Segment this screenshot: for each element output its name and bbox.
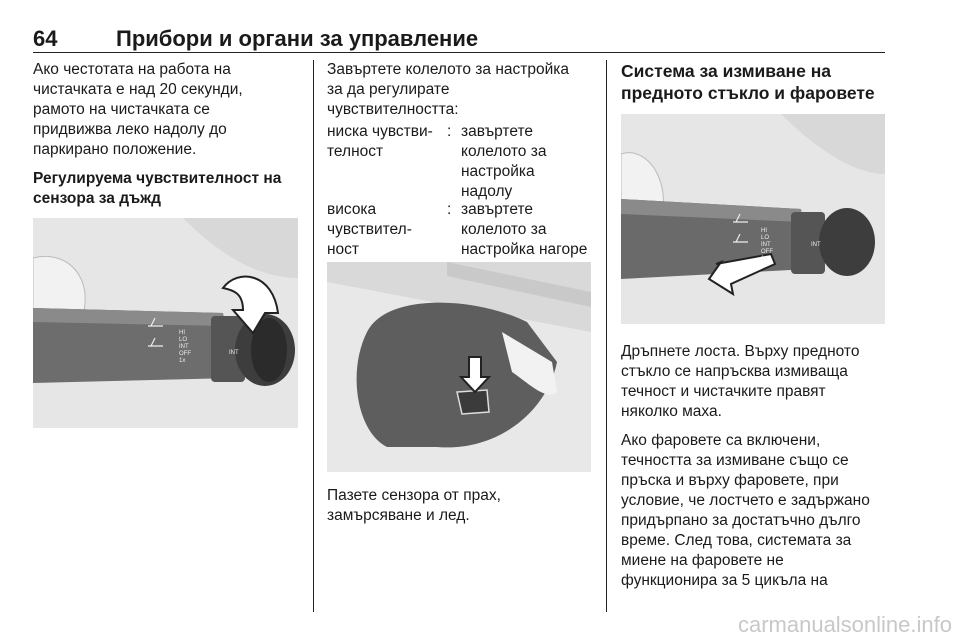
lever-label-1x: 1x <box>761 256 768 262</box>
rain-sensor-photo <box>327 262 591 472</box>
column-2 <box>327 60 597 129</box>
sensitivity-table <box>327 122 592 270</box>
column-2-caption <box>327 486 597 535</box>
watermark: carmanualsonline.info <box>737 612 952 637</box>
paragraph-wiper-park: Ако честотата на работа на чистачката е над 20 секунди, рамото на чистачката се придвижва леко надолу до паркирано положение. <box>33 61 243 158</box>
lever-label-hi: HI <box>179 330 185 336</box>
lever-label-lo: LO <box>179 337 188 343</box>
paragraph-pull-lever: Дръпнете лоста. Върху предното стъкло се напръсква измиваща течност и чистачките правят няколко маха. <box>621 343 860 420</box>
table-term: висока чувствител- ност <box>327 201 412 258</box>
lever-label-1x: 1x <box>179 358 186 364</box>
subheading-rain-sensor: Регулируема чувствителност на сензора за дъжд <box>33 170 282 207</box>
table-desc: завъртете колелото за настройка нагоре <box>461 201 588 258</box>
column-divider-2 <box>606 60 607 612</box>
column-divider-1 <box>313 60 314 612</box>
lever-label-int-ring: INT <box>811 242 821 248</box>
heading-washer-system: Система за измиване на предното стъкло и фаровете <box>621 61 875 103</box>
lever-label-int-ring: INT <box>229 350 239 356</box>
paragraph-headlamp-washer: Ако фаровете са включени, течността за измиване също се пръска и върху фаровете, при условие, че лостчето е задържано придърпано за достатъчно дълго време. След това, системата за миене на фаровете не функционира за 5 цикъла на <box>621 432 870 589</box>
table-term: ниска чувстви- телност <box>327 123 433 160</box>
lever-label-off: OFF <box>179 351 191 357</box>
column-1 <box>33 60 305 218</box>
lever-label-off: OFF <box>761 249 773 255</box>
table-desc: завъртете колелото за настройка надолу <box>461 123 547 200</box>
column-3 <box>621 60 891 116</box>
lever-label-int: INT <box>761 242 771 248</box>
page-title: Прибори и органи за управление <box>116 26 479 51</box>
column-3-text <box>621 342 896 600</box>
lever-label-int: INT <box>179 344 189 350</box>
paragraph-keep-sensor-clean: Пазете сензора от прах, замърсяване и лед. <box>327 487 501 524</box>
page-header <box>33 26 885 53</box>
lever-label-hi: HI <box>761 228 767 234</box>
lever-label-lo: LO <box>761 235 770 241</box>
wiper-lever-photo <box>33 218 298 428</box>
table-row-high <box>327 200 592 270</box>
washer-lever-photo <box>621 114 885 324</box>
page-number: 64 <box>33 26 58 51</box>
table-row-low <box>327 122 592 200</box>
table-separator: : <box>447 201 452 218</box>
table-separator: : <box>447 123 452 140</box>
paragraph-sensitivity-intro: Завъртете колелото за настройка за да регулирате чувствителността: <box>327 61 569 118</box>
